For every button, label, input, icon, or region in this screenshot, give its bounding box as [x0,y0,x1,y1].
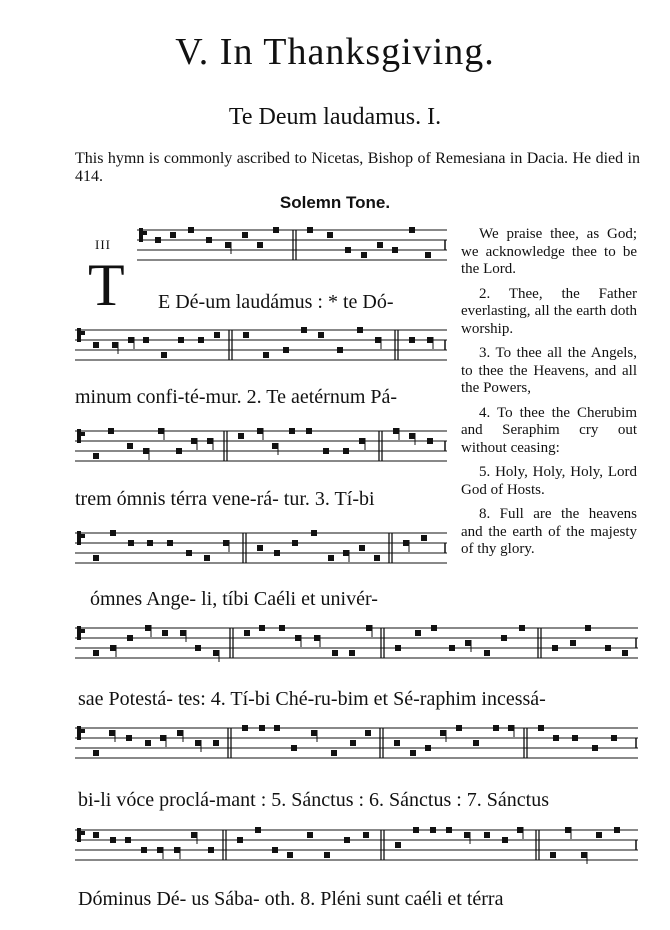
neume-note [550,852,556,858]
neume-note [242,725,248,731]
neume-note [195,645,201,651]
clef-mark [77,828,81,842]
neume-note [292,540,298,546]
neume-note [409,337,415,343]
neume-note [257,545,263,551]
lyric-line-3: trem ómnis térra vene-rá- tur. 3. Tí-bi [75,488,375,510]
translation-verse: We praise thee, as God; we acknowledge thee to be the Lord. [461,226,637,277]
lyric-line-7: Dóminus Dé- us Sába- oth. 8. Pléni sunt caéli et térra [78,888,504,910]
neume-note [361,252,367,258]
neume-note [430,827,436,833]
neume-note [328,555,334,561]
neume-note [307,227,313,233]
chant-staff [75,720,638,768]
neume-note [493,725,499,731]
neume-note [207,438,213,444]
neume-note [208,847,214,853]
neume-note [223,540,229,546]
clef-mark [81,629,85,633]
neume-note [614,827,620,833]
neume-note [225,242,231,248]
neume-note [174,847,180,853]
neume-note [425,252,431,258]
clef-mark [81,534,85,538]
translation-column [461,226,637,566]
neume-note [349,650,355,656]
neume-note [365,730,371,736]
chant-staff [75,525,447,573]
neume-note [538,725,544,731]
neume-note [464,832,470,838]
neume-note [257,428,263,434]
neume-note [332,650,338,656]
neume-note [301,327,307,333]
neume-note [350,740,356,746]
neume-note [214,332,220,338]
neume-note [519,625,525,631]
lyric-line-1: E Dé-um laudámus : * te Dó- [158,291,394,313]
clef-mark [77,531,81,545]
chant-staff [75,620,638,668]
neume-note [93,342,99,348]
neume-note [128,337,134,343]
neume-note [337,347,343,353]
clef-mark [77,429,81,443]
neume-note [611,735,617,741]
neume-note [93,832,99,838]
neume-note [204,555,210,561]
neume-note [374,555,380,561]
neume-note [359,545,365,551]
neume-note [392,247,398,253]
neume-note [311,530,317,536]
neume-note [377,242,383,248]
neume-note [415,630,421,636]
neume-note [395,645,401,651]
neume-note [427,337,433,343]
neume-note [327,232,333,238]
neume-note [359,438,365,444]
clef-mark [81,331,85,335]
neume-note [157,847,163,853]
neume-note [110,645,116,651]
lyric-line-4: ómnes Ange- li, tíbi Caéli et univér- [90,588,378,610]
neume-note [141,847,147,853]
neume-note [413,827,419,833]
neume-note [449,645,455,651]
neume-note [93,650,99,656]
neume-note [295,635,301,641]
neume-note [409,433,415,439]
neume-note [484,650,490,656]
neume-note [508,725,514,731]
neume-note [465,640,471,646]
neume-note [431,625,437,631]
neume-note [596,832,602,838]
neume-note [344,837,350,843]
neume-note [176,448,182,454]
lyric-line-5: sae Potestá- tes: 4. Tí-bi Ché-ru-bim et Sé-raphim incessá- [78,688,546,710]
intro-text: This hymn is commonly ascribed to Nicetas, Bishop of Remesiana in Dacia. He died in 414. [75,150,640,185]
neume-note [287,852,293,858]
neume-note [570,640,576,646]
neume-note [191,832,197,838]
neume-note [110,837,116,843]
neume-note [263,352,269,358]
translation-verse: 4. To thee the Cherubim and Seraphim cry out without ceasing: [461,404,637,456]
translation-verse: 2. Thee, the Father everlasting, all the earth doth worship. [461,285,637,337]
neume-note [244,630,250,636]
neume-note [517,827,523,833]
neume-note [605,645,611,651]
neume-note [440,730,446,736]
neume-note [273,227,279,233]
neume-note [366,625,372,631]
neume-note [331,750,337,756]
mode-number: III [95,237,111,252]
neume-note [158,428,164,434]
neume-note [581,852,587,858]
neume-note [259,725,265,731]
neume-note [213,740,219,746]
neume-note [93,453,99,459]
neume-note [484,832,490,838]
neume-note [279,625,285,631]
neume-note [125,837,131,843]
clef-mark [143,231,147,235]
neume-note [110,530,116,536]
neume-note [238,433,244,439]
neume-note [403,540,409,546]
translation-verse: 3. To thee all the Angels, to thee the Heavens, and all the Powers, [461,345,637,396]
clef-mark [81,831,85,835]
neume-note [409,227,415,233]
neume-note [283,347,289,353]
tone-heading: Solemn Tone. [279,193,391,212]
neume-note [375,337,381,343]
neume-note [259,625,265,631]
clef-mark [77,726,81,740]
neume-note [160,735,166,741]
neume-note [93,555,99,561]
chant-staff [75,822,638,870]
neume-note [394,740,400,746]
neume-note [143,337,149,343]
clef-mark [77,626,81,640]
neume-note [323,448,329,454]
neume-note [191,438,197,444]
clef-mark [81,432,85,436]
neume-note [446,827,452,833]
clef-mark [81,729,85,733]
neume-note [622,650,628,656]
chant-staff [75,322,447,370]
neume-note [177,730,183,736]
neume-note [112,342,118,348]
neume-note [213,650,219,656]
neume-note [127,635,133,641]
neume-note [147,540,153,546]
neume-note [128,540,134,546]
neume-note [324,852,330,858]
neume-note [552,645,558,651]
neume-note [592,745,598,751]
neume-note [127,443,133,449]
neume-note [126,735,132,741]
neume-note [502,837,508,843]
neume-note [343,550,349,556]
neume-note [109,730,115,736]
page-title: V. In Thanksgiving. [175,31,495,73]
translation-verse: 8. Full are the heavens and the earth of the majesty of thy glory. [461,506,637,557]
clef-mark [139,228,143,242]
neume-note [274,550,280,556]
chant-staff [137,222,447,270]
lyric-line-2: minum confi-té-mur. 2. Te aetérnum Pá- [75,386,398,408]
neume-note [198,337,204,343]
neume-note [343,448,349,454]
translation-verse: 5. Holy, Holy, Holy, Lord God of Hosts. [461,464,637,498]
neume-note [257,242,263,248]
drop-cap-initial: T [88,252,125,318]
neume-note [272,847,278,853]
neume-note [410,750,416,756]
neume-note [565,827,571,833]
clef-mark [77,328,81,342]
lyric-line-6: bi-li vóce proclá-mant : 5. Sánctus : 6. Sánctus : 7. Sánctus [78,789,550,811]
neume-note [393,428,399,434]
neume-note [237,837,243,843]
neume-note [145,740,151,746]
neume-note [167,540,173,546]
neume-note [425,745,431,751]
neume-note [363,832,369,838]
neume-note [395,842,401,848]
neume-note [274,725,280,731]
neume-note [553,735,559,741]
neume-note [178,337,184,343]
neume-note [456,725,462,731]
neume-note [306,428,312,434]
neume-note [108,428,114,434]
neume-note [195,740,201,746]
neume-note [255,827,261,833]
neume-note [314,635,320,641]
neume-note [242,232,248,238]
neume-note [572,735,578,741]
neume-note [162,630,168,636]
neume-note [307,832,313,838]
chant-staff [75,423,447,471]
neume-note [473,740,479,746]
neume-note [170,232,176,238]
neume-note [357,327,363,333]
neume-note [186,550,192,556]
neume-note [155,237,161,243]
neume-note [345,247,351,253]
neume-note [143,448,149,454]
neume-note [243,332,249,338]
neume-note [291,745,297,751]
hymn-title: Te Deum laudamus. I. [228,104,442,130]
neume-note [427,438,433,444]
neume-note [318,332,324,338]
neume-note [501,635,507,641]
neume-note [421,535,427,541]
neume-note [585,625,591,631]
neume-note [145,625,151,631]
neume-note [93,750,99,756]
neume-note [206,237,212,243]
neume-note [180,630,186,636]
neume-note [289,428,295,434]
neume-note [272,443,278,449]
neume-note [161,352,167,358]
neume-note [188,227,194,233]
neume-note [311,730,317,736]
